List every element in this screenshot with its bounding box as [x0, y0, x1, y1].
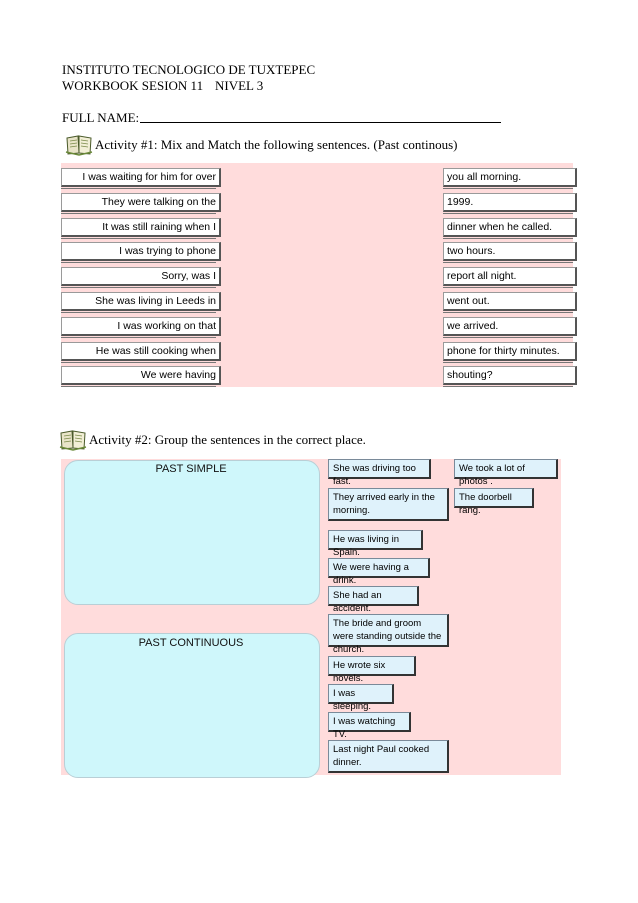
match-left-item[interactable]: He was still cooking when — [61, 342, 221, 361]
sentence-card[interactable]: I was sleeping. — [328, 684, 394, 704]
book-icon — [58, 429, 88, 451]
separator-line — [61, 337, 216, 338]
match-left-item[interactable]: Sorry, was I — [61, 267, 221, 286]
full-name-label: FULL NAME: — [62, 110, 140, 125]
sentence-card[interactable]: The bride and groom were standing outside the church. — [328, 614, 449, 647]
sentence-card[interactable]: He was living in Spain. — [328, 530, 423, 550]
separator-line — [443, 262, 573, 263]
institute-title: INSTITUTO TECNOLOGICO DE TUXTEPEC — [62, 62, 316, 77]
sentence-card[interactable]: He wrote six novels. — [328, 656, 416, 676]
sentence-card[interactable]: She had an accident. — [328, 586, 419, 606]
match-left-item[interactable]: I was waiting for him for over — [61, 168, 221, 187]
separator-line — [443, 238, 573, 239]
activity2-title: Activity #2: Group the sentences in the correct place. — [89, 432, 366, 447]
separator-line — [443, 337, 573, 338]
past-simple-dropzone[interactable] — [64, 460, 320, 605]
match-right-item[interactable]: two hours. — [443, 242, 577, 261]
separator-line — [443, 312, 573, 313]
match-right-item[interactable]: dinner when he called. — [443, 218, 577, 237]
separator-line — [443, 386, 573, 387]
match-left-item[interactable]: She was living in Leeds in — [61, 292, 221, 311]
sentence-card[interactable]: They arrived early in the morning. — [328, 488, 449, 521]
match-right-item[interactable]: shouting? — [443, 366, 577, 385]
separator-line — [443, 213, 573, 214]
separator-line — [443, 188, 573, 189]
separator-line — [443, 362, 573, 363]
match-right-item[interactable]: we arrived. — [443, 317, 577, 336]
separator-line — [61, 386, 216, 387]
level-label: NIVEL 3 — [215, 78, 264, 93]
match-left-item[interactable]: They were talking on the — [61, 193, 221, 212]
match-left-item[interactable]: It was still raining when I — [61, 218, 221, 237]
separator-line — [61, 287, 216, 288]
separator-line — [61, 312, 216, 313]
separator-line — [61, 188, 216, 189]
past-simple-title: PAST SIMPLE — [155, 463, 227, 475]
match-right-item[interactable]: you all morning. — [443, 168, 577, 187]
activity1-title: Activity #1: Mix and Match the following sentences. (Past continous) — [95, 137, 458, 152]
sentence-card[interactable]: Last night Paul cooked dinner. — [328, 740, 449, 773]
separator-line — [61, 213, 216, 214]
match-right-item[interactable]: phone for thirty minutes. — [443, 342, 577, 361]
separator-line — [61, 262, 216, 263]
match-left-item[interactable]: I was working on that — [61, 317, 221, 336]
workbook-session: WORKBOOK SESION 11 — [62, 78, 204, 93]
sentence-card[interactable]: I was watching TV. — [328, 712, 411, 732]
sentence-card[interactable]: The doorbell rang. — [454, 488, 534, 508]
separator-line — [61, 362, 216, 363]
full-name-blank[interactable] — [140, 122, 501, 123]
separator-line — [443, 287, 573, 288]
sentence-card[interactable]: We were having a drink. — [328, 558, 430, 578]
book-icon — [64, 134, 94, 156]
sentence-card[interactable]: We took a lot of photos . — [454, 459, 558, 479]
match-right-item[interactable]: report all night. — [443, 267, 577, 286]
match-right-item[interactable]: went out. — [443, 292, 577, 311]
match-left-item[interactable]: We were having — [61, 366, 221, 385]
match-right-item[interactable]: 1999. — [443, 193, 577, 212]
past-continuous-title: PAST CONTINUOUS — [138, 637, 244, 649]
match-left-item[interactable]: I was trying to phone — [61, 242, 221, 261]
sentence-card[interactable]: She was driving too fast. — [328, 459, 431, 479]
past-continuous-dropzone[interactable] — [64, 633, 320, 778]
separator-line — [61, 238, 216, 239]
